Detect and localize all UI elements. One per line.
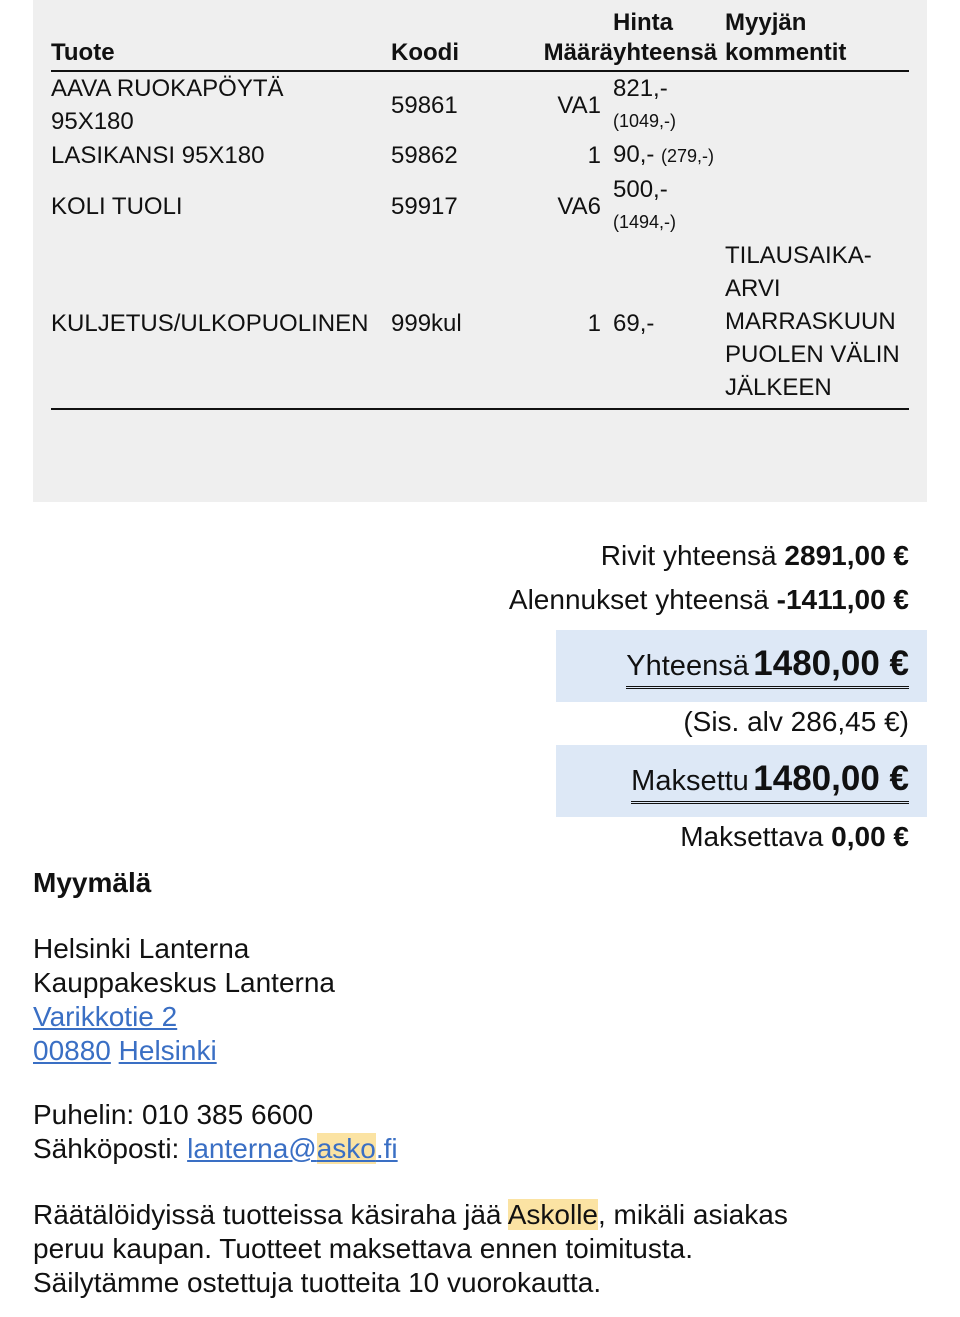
header-price-line2: yhteensä <box>613 39 718 66</box>
paid-value: 1480,00 € <box>753 759 909 798</box>
store-email-link[interactable] <box>187 1133 398 1164</box>
grand-total-box <box>556 630 927 702</box>
rows-total-value: 2891,00 € <box>784 540 909 571</box>
discounts-total-value: -1411,00 € <box>776 584 909 615</box>
paid-total <box>631 759 909 804</box>
row-price <box>613 71 725 138</box>
terms-text <box>33 1198 788 1300</box>
vat-value: 286,45 €) <box>790 706 909 737</box>
email-user: lanterna@ <box>187 1133 317 1164</box>
row-comment <box>725 173 909 239</box>
header-price <box>613 8 725 71</box>
row-qty: VA1 <box>557 91 601 119</box>
table-row <box>51 173 909 239</box>
row-product-line2: 95X180 <box>51 108 134 135</box>
header-comment <box>725 8 909 71</box>
row-comment <box>725 138 909 173</box>
store-contact <box>33 1098 398 1166</box>
header-price-line1: Hinta <box>613 9 673 36</box>
grand-total-label: Yhteensä <box>626 650 749 682</box>
terms-line1 <box>33 1198 788 1232</box>
rows-total-label: Rivit yhteensä <box>600 540 777 571</box>
row-product: LASIKANSI 95X180 <box>51 142 265 169</box>
row-comment: TILAUSAIKA-ARVI MARRASKUUN PUOLEN VÄLIN JÄLKEEN <box>725 239 909 409</box>
store-phone-number: 010 385 6600 <box>141 1099 314 1130</box>
row-product-line1: AAVA RUOKAPÖYTÄ <box>51 75 284 102</box>
row-qty: 1 <box>508 239 613 409</box>
row-qty: VA6 <box>557 192 601 220</box>
row-code: 59861 <box>391 91 458 119</box>
header-comment-line2: kommentit <box>725 39 847 66</box>
header-comment-line1: Myyjän <box>725 9 807 36</box>
email-domain-highlight: asko <box>316 1133 376 1164</box>
row-price-value: 500,- <box>613 176 668 203</box>
store-heading: Myymälä <box>33 867 152 898</box>
table-header-row <box>51 8 909 71</box>
order-lines-table <box>51 8 909 410</box>
row-code: 59917 <box>391 192 458 220</box>
table-row <box>51 239 909 409</box>
row-qty: 1 <box>587 142 601 169</box>
row-product <box>51 71 391 138</box>
terms-highlight: Askolle <box>507 1199 598 1230</box>
row-price <box>613 173 725 239</box>
grand-total <box>626 644 909 689</box>
row-comment <box>725 71 909 138</box>
terms-line1-start: Räätälöidyissä tuotteissa käsiraha jää <box>33 1199 508 1230</box>
rows-total <box>601 540 909 572</box>
discounts-total-label: Alennukset yhteensä <box>508 584 769 615</box>
paid-label: Maksettu <box>631 765 749 797</box>
row-price-value: 69,- <box>613 310 655 337</box>
order-lines-panel <box>33 0 927 502</box>
store-phone <box>33 1098 398 1132</box>
store-city-link[interactable]: Helsinki <box>118 1035 217 1066</box>
row-list-price: (1049,-) <box>613 111 677 131</box>
store-mall: Kauppakeskus Lanterna <box>33 967 335 998</box>
row-code: 999kul <box>391 239 508 409</box>
table-row <box>51 138 909 173</box>
grand-total-value: 1480,00 € <box>753 644 909 683</box>
header-code: Koodi <box>391 8 508 71</box>
row-list-price: (279,-) <box>661 146 715 166</box>
email-tld: .fi <box>375 1133 398 1164</box>
row-list-price: (1494,-) <box>613 212 677 232</box>
row-product: KOLI TUOLI <box>51 192 183 220</box>
amount-due-label: Maksettava <box>680 821 824 852</box>
terms-line3: Säilytämme ostettuja tuotteita 10 vuorokautta. <box>33 1267 602 1298</box>
row-code: 59862 <box>391 142 458 169</box>
row-price <box>613 239 725 409</box>
table-row <box>51 71 909 138</box>
store-postal-code-link[interactable]: 00880 <box>33 1035 111 1066</box>
vat-info <box>683 706 909 738</box>
row-product: KULJETUS/ULKOPUOLINEN <box>51 239 391 409</box>
row-price-value: 90,- <box>613 141 655 168</box>
terms-line2: peruu kaupan. Tuotteet maksettava ennen toimitusta. <box>33 1233 693 1264</box>
paid-box <box>556 745 927 817</box>
terms-line1-end: , mikäli asiakas <box>597 1199 788 1230</box>
store-address <box>33 932 335 1068</box>
vat-prefix: (Sis. alv <box>683 706 783 737</box>
row-price-value: 821,- <box>613 75 668 102</box>
store-street-link[interactable]: Varikkotie 2 <box>33 1001 178 1032</box>
amount-due-value: 0,00 € <box>831 821 909 852</box>
amount-due <box>680 821 909 853</box>
header-product: Tuote <box>51 8 391 71</box>
store-email <box>33 1132 398 1166</box>
discounts-total <box>509 584 909 616</box>
header-qty: Määrä <box>508 8 613 71</box>
row-price <box>613 138 725 173</box>
store-phone-label: Puhelin: <box>33 1099 135 1130</box>
store-name: Helsinki Lanterna <box>33 933 250 964</box>
store-email-label: Sähköposti: <box>33 1133 180 1164</box>
